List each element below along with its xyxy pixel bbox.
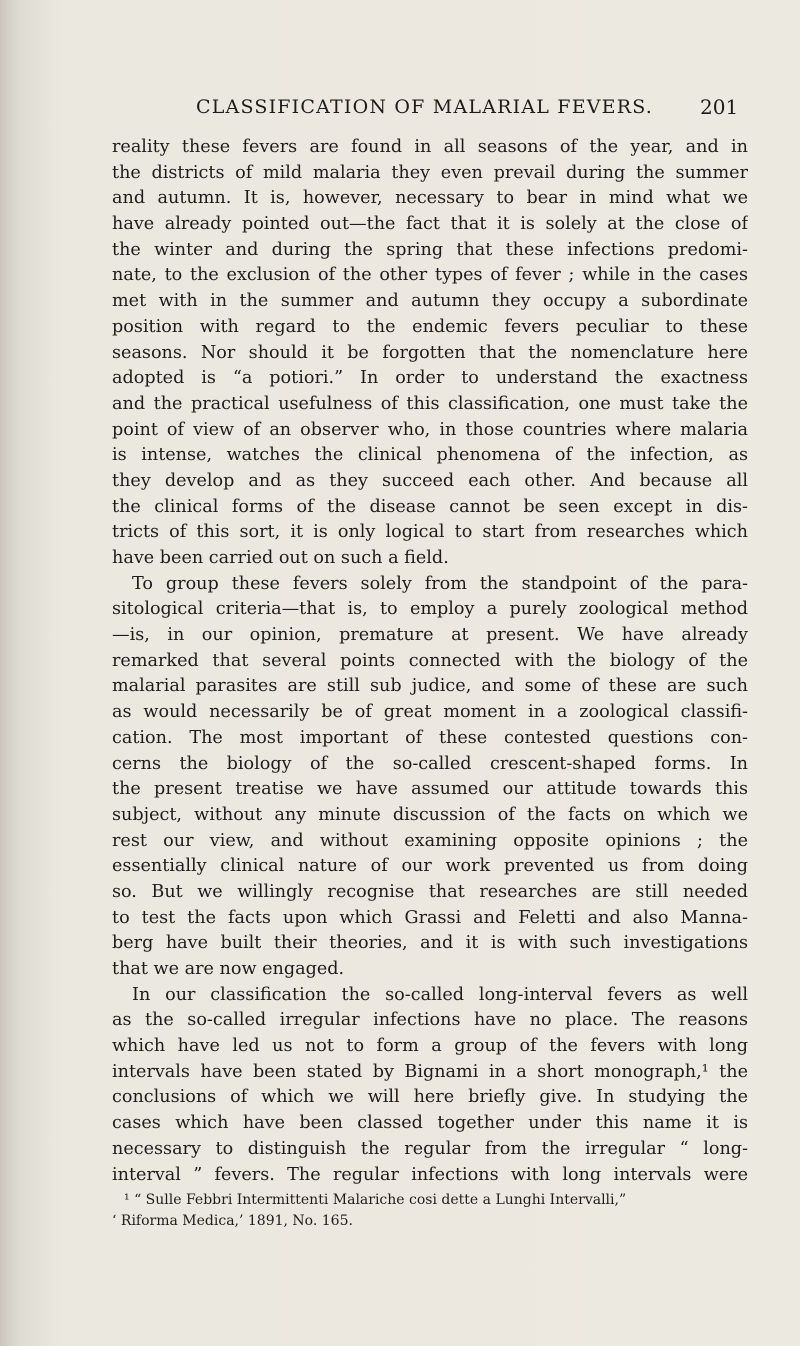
text-line: rest our view, and without examining opposite opinions ; the — [112, 830, 748, 851]
text-line: point of view of an observer who, in those countries where malaria — [112, 419, 748, 440]
text-line: to test the facts upon which Grassi and Feletti and also Manna- — [112, 907, 748, 928]
text-line: —is, in our opinion, premature at present. We have already — [112, 625, 748, 646]
text-line: have already pointed out—the fact that it is solely at the close of — [112, 214, 748, 235]
text-line: tricts of this sort, it is only logical to start from researches which — [112, 522, 748, 543]
page-header — [0, 96, 800, 126]
body-text — [112, 135, 748, 1232]
text-line: the districts of mild malaria they even prevail during the summer — [112, 162, 748, 183]
text-line: as the so-called irregular infections have no place. The reasons — [112, 1010, 748, 1031]
text-line: and autumn. It is, however, necessary to bear in mind what we — [112, 188, 748, 209]
text-line: which have led us not to form a group of the fevers with long — [112, 1036, 748, 1057]
text-line: as would necessarily be of great moment in a zoological classifi- — [112, 702, 748, 723]
text-line: cases which have been classed together under this name it is — [112, 1113, 748, 1134]
text-line: the present treatise we have assumed our attitude towards this — [112, 779, 748, 800]
text-line: met with in the summer and autumn they occupy a subordinate — [112, 291, 748, 312]
text-line: they develop and as they succeed each other. And because all — [112, 470, 748, 491]
text-line: the winter and during the spring that these infections predomi- — [112, 239, 748, 260]
text-line: essentially clinical nature of our work prevented us from doing — [112, 856, 748, 877]
text-line: cation. The most important of these contested questions con- — [112, 727, 748, 748]
text-line: interval ” fevers. The regular infections with long intervals were — [112, 1164, 748, 1185]
text-line: sitological criteria—that is, to employ a purely zoological method — [112, 599, 748, 620]
text-line: adopted is “a potiori.” In order to understand the exactness — [112, 368, 748, 389]
text-line: seasons. Nor should it be forgotten that the nomenclature here — [112, 342, 748, 363]
text-line: the clinical forms of the disease cannot be seen except in dis- — [112, 496, 748, 517]
running-title: CLASSIFICATION OF MALARIAL FEVERS. — [196, 96, 654, 118]
text-line: To group these fevers solely from the standpoint of the para- — [132, 573, 748, 594]
text-line: remarked that several points connected with the biology of the — [112, 650, 748, 671]
page-number: 201 — [700, 95, 739, 119]
footnote-line: ‘ Riforma Medica,’ 1891, No. 165. — [112, 1213, 353, 1230]
text-line: intervals have been stated by Bignami in a short monograph,¹ the — [112, 1061, 748, 1082]
footnote-line: ¹ “ Sulle Febbri Intermittenti Malariche cosi dette a Lunghi Intervalli,” — [124, 1192, 627, 1209]
text-line: so. But we willingly recognise that researches are still needed — [112, 881, 748, 902]
text-line: conclusions of which we will here briefly give. In studying the — [112, 1087, 748, 1108]
text-line: position with regard to the endemic fevers peculiar to these — [112, 316, 748, 337]
text-line: malarial parasites are still sub judice, and some of these are such — [112, 676, 748, 697]
text-line: that we are now engaged. — [112, 959, 345, 979]
text-line: berg have built their theories, and it is with such investigations — [112, 933, 748, 954]
text-line: subject, without any minute discussion of the facts on which we — [112, 804, 748, 825]
text-line: have been carried out on such a field. — [112, 548, 449, 568]
text-line: and the practical usefulness of this classification, one must take the — [112, 393, 748, 414]
text-line: is intense, watches the clinical phenomena of the infection, as — [112, 445, 748, 466]
text-line: necessary to distinguish the regular from the irregular “ long- — [112, 1138, 748, 1159]
text-line: reality these fevers are found in all seasons of the year, and in — [112, 137, 748, 157]
text-line: In our classification the so-called long-interval fevers as well — [132, 984, 748, 1005]
text-line: nate, to the exclusion of the other types of fever ; while in the cases — [112, 265, 748, 286]
text-line: cerns the biology of the so-called crescent-shaped forms. In — [112, 753, 748, 774]
